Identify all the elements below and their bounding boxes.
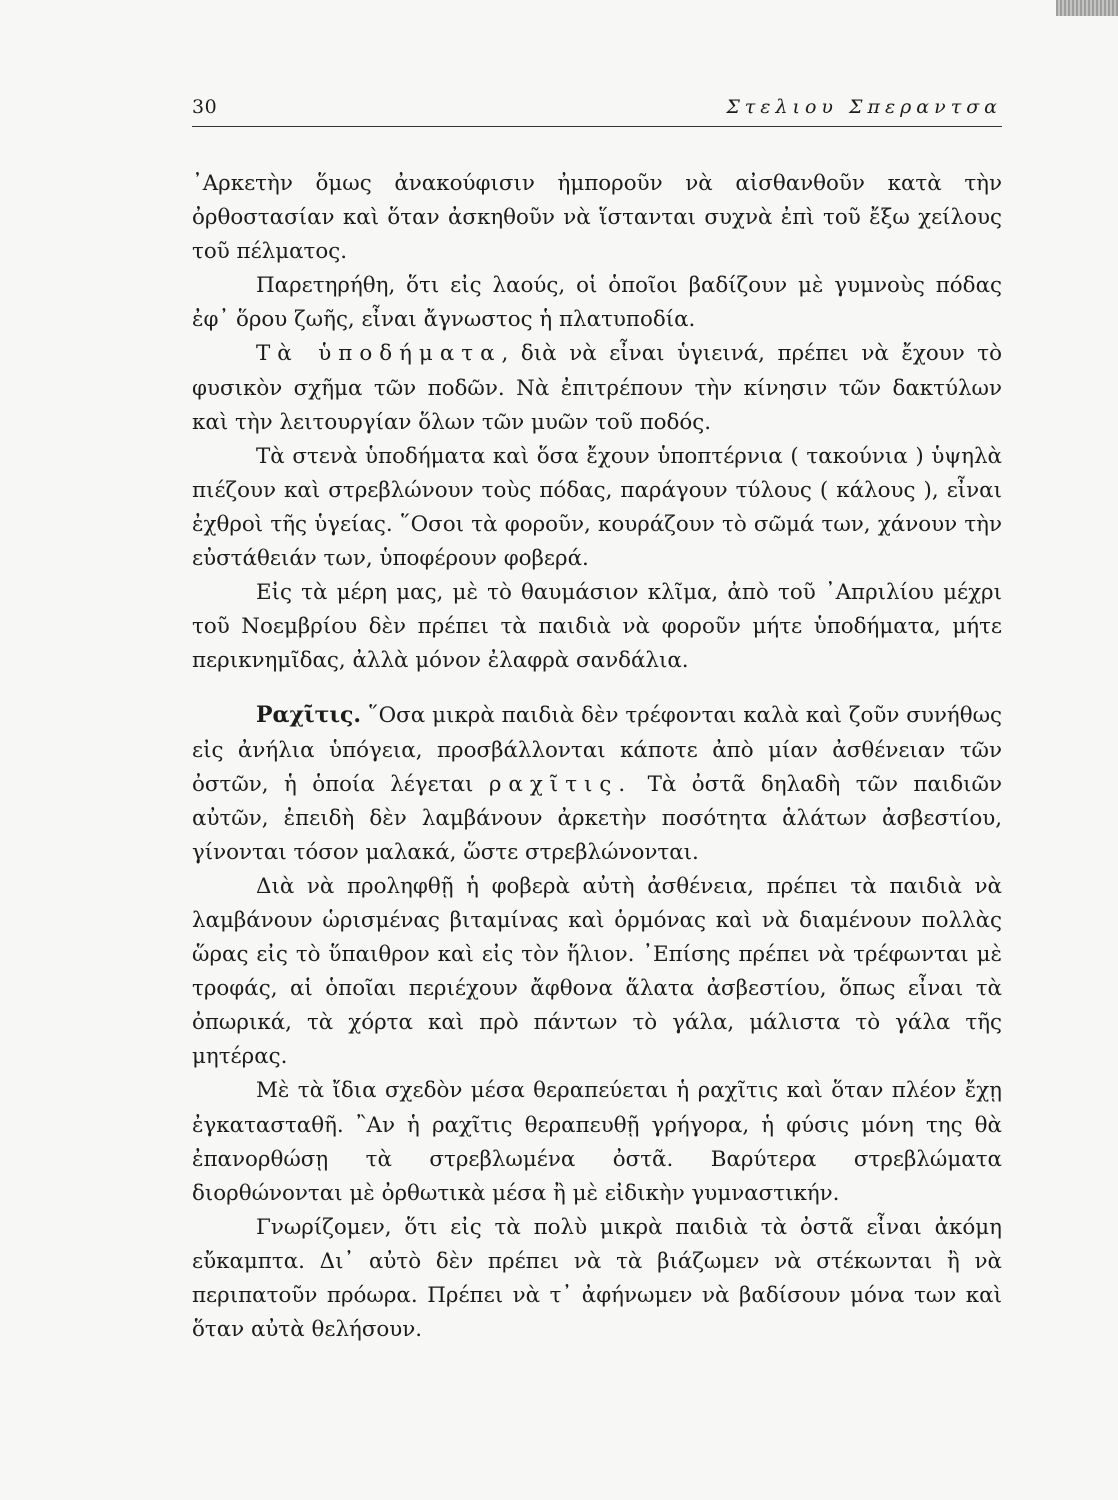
body-text	[192, 167, 1002, 1347]
spaced-term-rachitis: ραχῖτις.	[488, 771, 633, 797]
paragraph-rickets	[192, 698, 1002, 869]
book-page	[192, 96, 1002, 1347]
paragraph-5: Εἰς τὰ μέρη μας, μὲ τὸ θαυμάσιον κλῖμα, ἀπὸ τοῦ ᾿Απριλίου μέχρι τοῦ Νοεμβρίου δὲν πρέπει τὰ παιδιὰ νὰ φοροῦν μήτε ὑποδήματα, μήτε περικνημῖδας, ἀλλὰ μόνον ἐλαφρὰ σανδάλια.	[192, 580, 1002, 674]
paragraph-7: Διὰ νὰ προληφθῇ ἡ φοβερὰ αὐτὴ ἀσθένεια, πρέπει τὰ παιδιὰ νὰ λαμβάνουν ὡρισμένας βιταμίνας καὶ ὁρμόνας καὶ νὰ διαμένουν πολλὰς ὥρας εἰς τὸ ὕπαιθρον καὶ εἰς τὸν ἥλιον. ᾿Επίσης πρέπει νὰ τρέφωνται μὲ τροφάς, αἱ ὁποῖαι περιέχουν ἄφθονα ἅλατα ἀσβεστίου, ὅπως εἶναι τὰ ὀπωρικά, τὰ χόρτα καὶ πρὸ πάντων τὸ γάλα, μάλιστα τὸ γάλα τῆς μητέρας.	[192, 873, 1002, 1070]
paragraph-4: Τὰ στενὰ ὑποδήματα καὶ ὅσα ἔχουν ὑποπτέρνια ( τακούνια ) ὑψηλὰ πιέζουν καὶ στρεβλώνουν τοὺς πόδας, παράγουν τύλους ( κάλους ), εἶναι ἐχθροὶ τῆς ὑγείας. ῞Οσοι τὰ φοροῦν, κουράζουν τὸ σῶμά των, χάνουν τὴν εὐστάθειάν των, ὑποφέρουν φοβερά.	[192, 443, 1002, 572]
paragraph-3-text: , διὰ νὰ εἶναι ὑγιεινά, πρέπει νὰ ἔχουν τὸ φυσικὸν σχῆμα τῶν ποδῶν. Νὰ ἐπιτρέπουν τὴν κίνησιν τῶν δακτύλων καὶ τὴν λειτουργίαν ὅλων τῶν μυῶν τοῦ ποδός.	[192, 341, 1002, 435]
paragraph-3	[192, 337, 1002, 439]
paragraph-8: Μὲ τὰ ἴδια σχεδὸν μέσα θεραπεύεται ἡ ραχῖτις καὶ ὅταν πλέον ἔχῃ ἐγκατασταθῆ. ῍Αν ἡ ραχῖτις θεραπευθῇ γρήγορα, ἡ φύσις μόνη της θὰ ἐπανορθώσῃ τὰ στρεβλωμένα ὀστᾶ. Βαρύτερα στρεβλώματα διορθώνονται μὲ ὀρθωτικὰ μέσα ἢ μὲ εἰδικὴν γυμναστικήν.	[192, 1078, 1002, 1206]
paragraph-1: ᾿Αρκετὴν ὅμως ἀνακούφισιν ἠμποροῦν νὰ αἰσθανθοῦν κατὰ τὴν ὀρθοστασίαν καὶ ὅταν ἀσκηθοῦν νὰ ἵστανται συχνὰ ἐπὶ τοῦ ἔξω χείλους τοῦ πέλματος.	[192, 171, 1002, 265]
paragraph-9: Γνωρίζομεν, ὅτι εἰς τὰ πολὺ μικρὰ παιδιὰ τὰ ὀστᾶ εἶναι ἀκόμη εὔκαμπτα. Δι᾿ αὐτὸ δὲν πρέπει νὰ τὰ βιάζωμεν νὰ στέκωνται ἢ νὰ περιπατοῦν πρόωρα. Πρέπει νὰ τ᾿ ἀφήνωμεν νὰ βαδίσουν μόνα των καὶ ὅταν αὐτὰ θελήσουν.	[192, 1214, 1002, 1343]
spaced-term-hypodimata: Τὰ ὑποδήματα	[256, 341, 502, 367]
paragraph-2: Παρετηρήθη, ὅτι εἰς λαούς, οἱ ὁποῖοι βαδίζουν μὲ γυμνοὺς πόδας ἐφ᾿ ὅρου ζωῆς, εἶναι ἄγνωστος ἡ πλατυποδία.	[192, 273, 1002, 333]
running-title: Στελιου Σπεραντσα	[726, 96, 1002, 118]
paragraph-rickets-text-a: ῞Οσα μικρὰ παιδιὰ δὲν τρέφονται καλὰ καὶ ζοῦν συνήθως εἰς ἀνήλια ὑπόγεια, προσβάλλονται κάποτε ἀπὸ μίαν ἀσθένειαν τῶν ὀστῶν, ἡ ὁποία λέγεται	[192, 703, 1002, 797]
running-header	[192, 96, 1002, 127]
paragraph-rickets-text-b: Τὰ ὀστᾶ δηλαδὴ τῶν παιδιῶν αὐτῶν, ἐπειδὴ δὲν λαμβάνουν ἀρκετὴν ποσότητα ἁλάτων ἀσβεστίου, γίνονται τόσον μαλακά, ὥστε στρεβλώνονται.	[192, 771, 1002, 865]
scan-edge-mark	[1056, 0, 1118, 16]
page-number: 30	[192, 96, 218, 118]
section-heading-rickets: Ραχῖτις.	[256, 702, 362, 729]
